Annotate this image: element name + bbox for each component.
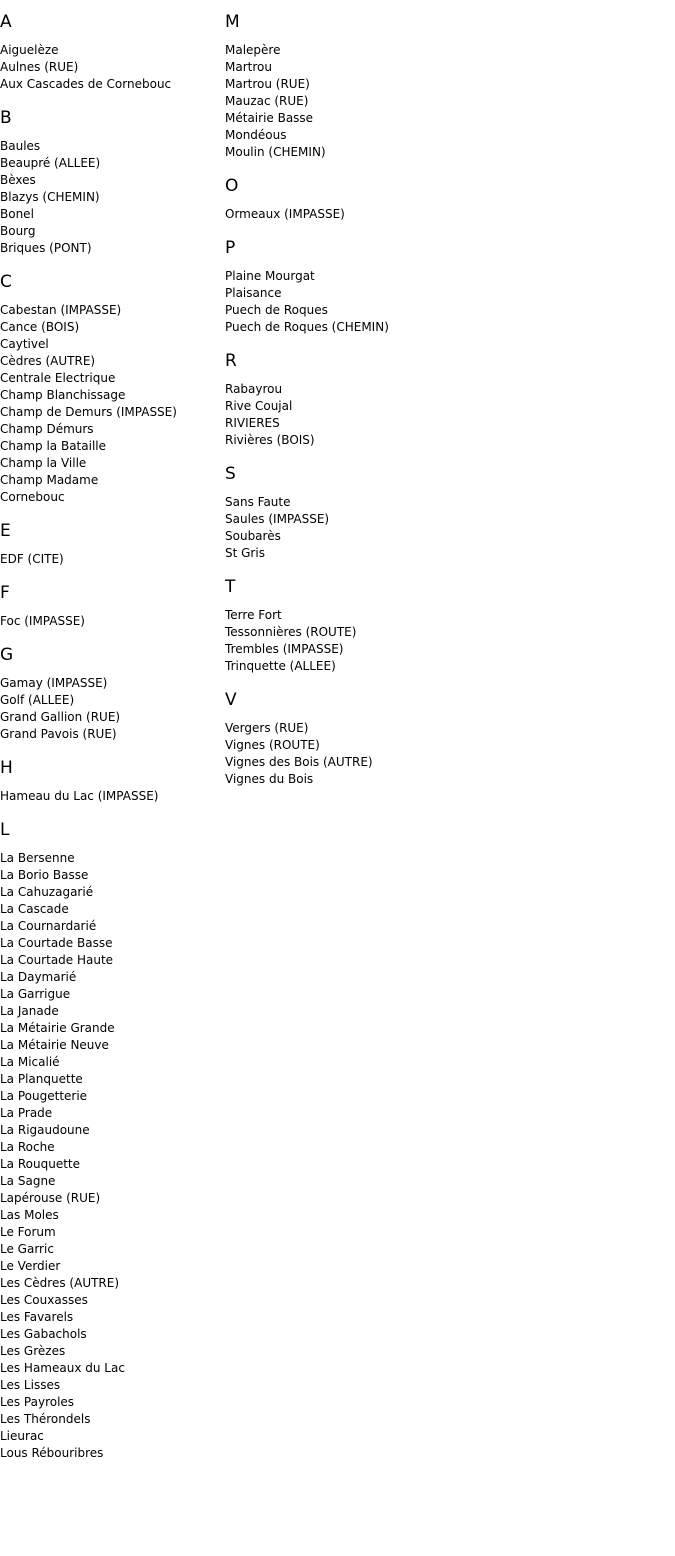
street-name-item: Las Moles xyxy=(0,1208,59,1222)
letter-section xyxy=(225,238,665,336)
street-list xyxy=(225,268,665,336)
street-list xyxy=(0,675,225,743)
street-name-item: Puech de Roques xyxy=(225,303,328,317)
street-name-item: Puech de Roques (CHEMIN) xyxy=(225,320,389,334)
street-name-item: La Prade xyxy=(0,1106,53,1120)
street-name-item: La Courtade Basse xyxy=(0,936,113,950)
street-name-item: Vignes (ROUTE) xyxy=(225,738,320,752)
street-name-item: Hameau du Lac (IMPASSE) xyxy=(0,789,159,803)
street-name-item: Moulin (CHEMIN) xyxy=(225,145,326,159)
street-name-item: Champ la Ville xyxy=(0,456,87,470)
street-name-item: Les Thérondels xyxy=(0,1412,91,1426)
street-name-item: Gamay (IMPASSE) xyxy=(0,676,108,690)
section-letter-heading: T xyxy=(225,577,236,597)
section-letter-heading: P xyxy=(225,238,236,258)
street-name-item: Tessonnières (ROUTE) xyxy=(225,625,357,639)
street-name-item: Trembles (IMPASSE) xyxy=(225,642,344,656)
street-name-item: La Micalié xyxy=(0,1055,60,1069)
street-name-item: Les Hameaux du Lac xyxy=(0,1361,125,1375)
street-name-item: Les Grèzes xyxy=(0,1344,66,1358)
street-name-item: Les Lisses xyxy=(0,1378,61,1392)
street-name-item: Vignes du Bois xyxy=(225,772,314,786)
street-name-item: Aux Cascades de Cornebouc xyxy=(0,77,172,91)
street-name-item: La Métairie Neuve xyxy=(0,1038,109,1052)
street-list xyxy=(0,42,225,93)
section-letter-heading: C xyxy=(0,272,12,292)
letter-section xyxy=(225,176,665,223)
street-list xyxy=(225,206,665,223)
street-name-item: Les Couxasses xyxy=(0,1293,88,1307)
letter-section xyxy=(0,758,225,805)
street-name-item: La Borio Basse xyxy=(0,868,89,882)
street-name-item: La Bersenne xyxy=(0,851,75,865)
street-name-item: Rive Coujal xyxy=(225,399,293,413)
street-name-item: La Daymarié xyxy=(0,970,77,984)
street-list xyxy=(225,720,665,788)
section-letter-heading: G xyxy=(0,645,14,665)
street-name-item: Le Forum xyxy=(0,1225,56,1239)
street-name-item: La Janade xyxy=(0,1004,59,1018)
street-name-item: Golf (ALLEE) xyxy=(0,693,75,707)
street-name-item: Mondéous xyxy=(225,128,287,142)
section-letter-heading: H xyxy=(0,758,13,778)
street-index-column-left xyxy=(0,0,225,1477)
street-list xyxy=(225,607,665,675)
street-name-item: Bèxes xyxy=(0,173,36,187)
street-list xyxy=(0,138,225,257)
section-letter-heading: O xyxy=(225,176,239,196)
street-name-item: Champ Madame xyxy=(0,473,99,487)
street-name-item: La Cascade xyxy=(0,902,69,916)
street-list xyxy=(225,494,665,562)
street-name-item: Les Payroles xyxy=(0,1395,75,1409)
street-name-item: Le Verdier xyxy=(0,1259,61,1273)
street-list xyxy=(0,551,225,568)
street-name-item: Les Cèdres (AUTRE) xyxy=(0,1276,120,1290)
street-name-item: Saules (IMPASSE) xyxy=(225,512,330,526)
street-name-item: Cornebouc xyxy=(0,490,65,504)
street-name-item: Rivières (BOIS) xyxy=(225,433,315,447)
section-letter-heading: L xyxy=(0,820,10,840)
street-name-item: Caytivel xyxy=(0,337,49,351)
street-name-item: Martrou (RUE) xyxy=(225,77,310,91)
street-list xyxy=(0,613,225,630)
street-name-item: Champ la Bataille xyxy=(0,439,106,453)
street-name-item: Champ Démurs xyxy=(0,422,94,436)
letter-section xyxy=(0,272,225,506)
street-name-item: La Rouquette xyxy=(0,1157,80,1171)
street-name-item: Lapérouse (RUE) xyxy=(0,1191,101,1205)
street-name-item: Sans Faute xyxy=(225,495,291,509)
street-name-item: La Métairie Grande xyxy=(0,1021,115,1035)
street-name-item: Aulnes (RUE) xyxy=(0,60,79,74)
street-name-item: Plaine Mourgat xyxy=(225,269,315,283)
street-name-item: Champ Blanchissage xyxy=(0,388,126,402)
street-index-column-right xyxy=(225,0,665,803)
street-name-item: La Garrigue xyxy=(0,987,71,1001)
letter-section xyxy=(225,351,665,449)
street-name-item: Terre Fort xyxy=(225,608,282,622)
street-name-item: Malepère xyxy=(225,43,281,57)
street-name-item: Aiguelèze xyxy=(0,43,59,57)
letter-section xyxy=(0,108,225,257)
street-name-item: La Cournardarié xyxy=(0,919,97,933)
street-name-item: Rabayrou xyxy=(225,382,283,396)
street-name-item: Ormeaux (IMPASSE) xyxy=(225,207,345,221)
street-list xyxy=(225,42,665,161)
section-letter-heading: E xyxy=(0,521,11,541)
letter-section xyxy=(0,521,225,568)
section-letter-heading: B xyxy=(0,108,12,128)
street-name-item: Plaisance xyxy=(225,286,282,300)
street-name-item: Bourg xyxy=(0,224,36,238)
street-name-item: Foc (IMPASSE) xyxy=(0,614,85,628)
street-name-item: La Roche xyxy=(0,1140,55,1154)
street-name-item: Grand Gallion (RUE) xyxy=(0,710,121,724)
street-name-item: Champ de Demurs (IMPASSE) xyxy=(0,405,177,419)
letter-section xyxy=(225,12,665,161)
street-name-item: Trinquette (ALLEE) xyxy=(225,659,336,673)
street-list xyxy=(225,381,665,449)
section-letter-heading: S xyxy=(225,464,236,484)
street-name-item: Cabestan (IMPASSE) xyxy=(0,303,122,317)
street-list xyxy=(0,850,225,1462)
street-name-item: Cèdres (AUTRE) xyxy=(0,354,96,368)
street-name-item: Briques (PONT) xyxy=(0,241,92,255)
street-name-item: Les Favarels xyxy=(0,1310,74,1324)
section-letter-heading: A xyxy=(0,12,12,32)
street-name-item: Les Gabachols xyxy=(0,1327,87,1341)
street-name-item: Blazys (CHEMIN) xyxy=(0,190,100,204)
street-name-item: La Pougetterie xyxy=(0,1089,88,1103)
letter-section xyxy=(225,577,665,675)
section-letter-heading: R xyxy=(225,351,237,371)
street-name-item: La Courtade Haute xyxy=(0,953,114,967)
street-name-item: Centrale Electrique xyxy=(0,371,116,385)
street-name-item: Métairie Basse xyxy=(225,111,314,125)
section-letter-heading: V xyxy=(225,690,237,710)
letter-section xyxy=(0,645,225,743)
street-name-item: Grand Pavois (RUE) xyxy=(0,727,117,741)
street-name-item: Soubarès xyxy=(225,529,281,543)
street-list xyxy=(0,788,225,805)
letter-section xyxy=(0,820,225,1462)
street-name-item: Vergers (RUE) xyxy=(225,721,309,735)
section-letter-heading: F xyxy=(0,583,10,603)
street-name-item: Baules xyxy=(0,139,41,153)
street-name-item: Vignes des Bois (AUTRE) xyxy=(225,755,373,769)
section-letter-heading: M xyxy=(225,12,240,32)
street-name-item: La Cahuzagarié xyxy=(0,885,94,899)
street-name-item: Mauzac (RUE) xyxy=(225,94,309,108)
street-name-item: Beaupré (ALLEE) xyxy=(0,156,101,170)
street-name-item: Lous Rébouribres xyxy=(0,1446,104,1460)
street-name-item: La Sagne xyxy=(0,1174,56,1188)
street-name-item: La Planquette xyxy=(0,1072,83,1086)
street-name-item: La Rigaudoune xyxy=(0,1123,90,1137)
street-name-item: Cance (BOIS) xyxy=(0,320,80,334)
street-name-item: Lieurac xyxy=(0,1429,44,1443)
street-list xyxy=(0,302,225,506)
letter-section xyxy=(225,464,665,562)
street-name-item: EDF (CITE) xyxy=(0,552,64,566)
street-name-item: St Gris xyxy=(225,546,265,560)
letter-section xyxy=(225,690,665,788)
letter-section xyxy=(0,12,225,93)
street-name-item: RIVIERES xyxy=(225,416,280,430)
street-name-item: Le Garric xyxy=(0,1242,54,1256)
letter-section xyxy=(0,583,225,630)
street-name-item: Martrou xyxy=(225,60,272,74)
street-name-item: Bonel xyxy=(0,207,34,221)
